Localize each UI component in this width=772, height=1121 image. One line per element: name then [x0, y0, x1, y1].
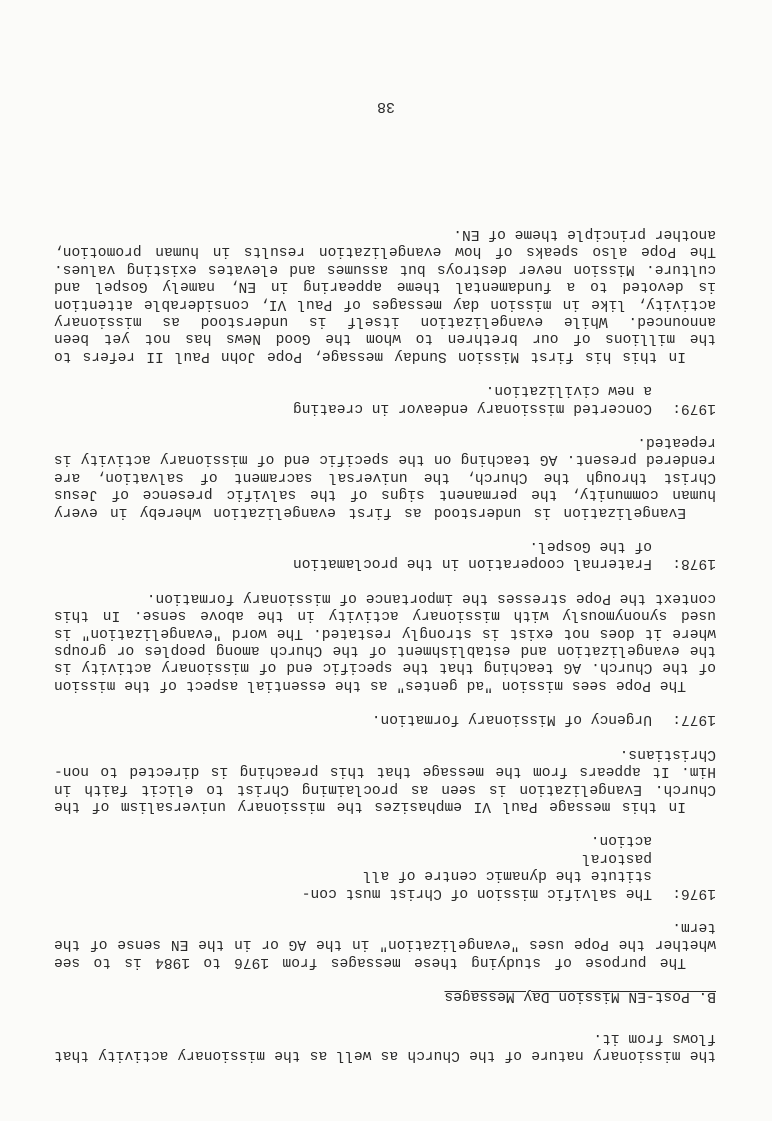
- document-page: [54, 225, 716, 1063]
- entry-body: The Pope sees mission "ad gentes" as the essential aspect of the mission of the Church. AG teaching that the specific end of missionary activity is the evangelization and establishment of the Church among peoples or groups where it does not exist is strongly restated. The word "evangelization" is used synonymously with missionary activity in the above sense. In this context the Pope stresses the importance of missionary formation.: [54, 589, 716, 693]
- entry-title: Concerted missionary endeavor in creating a new civilization.: [292, 382, 652, 416]
- entry-year: 1976:: [672, 884, 716, 901]
- entry-title: Fraternal cooperation in the proclamation of the Gospel.: [292, 538, 652, 572]
- page-number: 38: [377, 98, 396, 115]
- entry-body: In this his first Mission Sunday message, Pope John Paul II refers to the millions of our brethren to whom the Good News has not yet been announced. While evangelization itself is understood as missionary activity, like in mission day messages of Paul VI, considerable attention is devoted to a fundamental theme appearing in EN, namely Gospel and culture. Mission never destroys but assumes and elevates existing values. The Pope also speaks of how evangelization results in human promotion, another principle theme of EN.: [54, 225, 716, 364]
- entry-1977: [54, 710, 716, 727]
- intro-paragraph: the missionary nature of the Church as well as the missionary activity that flows from it.: [54, 1029, 716, 1063]
- entry-year: 1979:: [672, 399, 716, 416]
- entry-title: Urgency of Missionary formation.: [371, 711, 652, 728]
- entry-year: 1977:: [672, 711, 716, 728]
- entry-year: 1978:: [672, 555, 716, 572]
- entry-1979: [54, 381, 716, 416]
- entry-body: In this message Paul VI emphasizes the missionary universalism of the Church. Evangelization is seen as proclaiming Christ to elicit faith in Him. It appears from the message that this preaching is directed to non-Christians.: [54, 745, 716, 814]
- section-heading-text: B. Post-EN Mission Day Messages: [444, 988, 716, 1005]
- purpose-paragraph: The purpose of studying these messages from 1976 to 1984 is to see whether the Pope uses "evangelization" in the AG or in the EN sense of the term.: [54, 918, 716, 970]
- entry-body: Evangelization is understood as first evangelization whereby in every human community, the permanent signs of the salvific presence of Jesus Christ through the Church, the universal sacrament of salvation, are rendered present. AG teaching on the specific end of missionary activity is repeated.: [54, 434, 716, 520]
- entry-1976: [54, 831, 716, 901]
- entry-1978: [54, 537, 716, 572]
- entry-title: The salvific mission of Christ must con- stitute the dynamic centre of all pastoral action.: [301, 832, 652, 901]
- section-heading: [54, 987, 716, 1004]
